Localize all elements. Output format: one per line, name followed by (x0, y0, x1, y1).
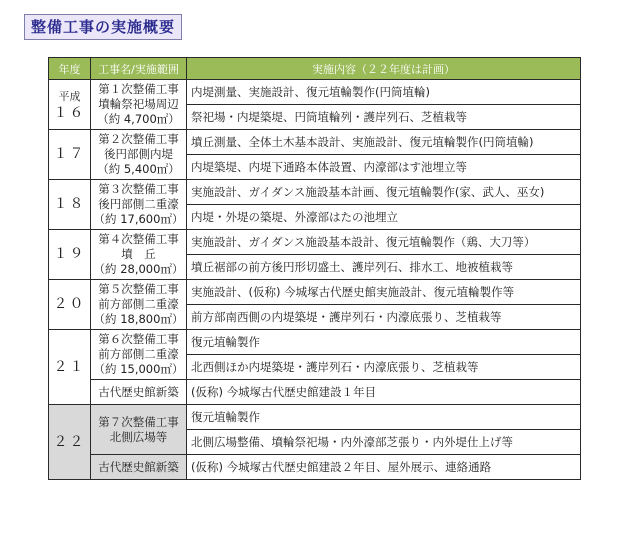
header-details: 実施内容（２２年度は計画） (187, 58, 581, 80)
work-name: 第６次整備工事 (98, 332, 179, 346)
detail-cell: 復元埴輪製作 (187, 330, 581, 355)
table-row (49, 80, 581, 105)
table-row (49, 280, 581, 305)
detail-cell: 内堤築堤、内堤下通路本体設置、内濠部はす池埋立等 (187, 155, 581, 180)
page-title: 整備工事の実施概要 (24, 14, 182, 40)
detail-cell: 実施設計、ガイダンス施設基本設計、復元埴輪製作（鶏、大刀等） (187, 230, 581, 255)
year-cell: ２２ (49, 405, 91, 480)
year-cell: １８ (49, 180, 91, 230)
work-name-cell: 古代歴史館新築 (91, 455, 187, 480)
year-cell: １７ (49, 130, 91, 180)
work-name: 第５次整備工事 (98, 282, 179, 296)
work-size: （約 15,000㎡） (93, 362, 184, 376)
work-name: 第４次整備工事 (98, 232, 179, 246)
table-row (49, 330, 581, 355)
work-name: 第３次整備工事 (98, 182, 179, 196)
detail-cell: 北側広場整備、墳輪祭祀場・内外濠部芝張り・内外堤仕上げ等 (187, 430, 581, 455)
work-name-cell: 古代歴史館新築 (91, 380, 187, 405)
year-number: １６ (53, 104, 86, 121)
work-name-cell (91, 80, 187, 130)
work-size: （約 4,700㎡） (97, 112, 180, 126)
work-name-cell (91, 230, 187, 280)
table-row (49, 180, 581, 205)
work-area: 北側広場等 (109, 429, 168, 444)
work-name-cell (91, 405, 187, 455)
work-size: （約 28,000㎡） (93, 262, 184, 276)
work-size: （約 17,600㎡） (93, 212, 184, 226)
work-area: 後円部側内堤 (104, 147, 173, 161)
year-cell: １９ (49, 230, 91, 280)
detail-cell: 墳丘測量、全体土木基本設計、実施設計、復元埴輪製作(円筒埴輪) (187, 130, 581, 155)
work-name: 第２次整備工事 (98, 132, 179, 146)
header-name: 工事名/実施範囲 (91, 58, 187, 80)
detail-cell: 内堤・外堤の築堤、外濠部はたの池埋立 (187, 205, 581, 230)
work-name-cell (91, 330, 187, 380)
detail-cell: 実施設計、ガイダンス施設基本計画、復元埴輪製作(家、武人、巫女) (187, 180, 581, 205)
table-row (49, 130, 581, 155)
year-cell (49, 80, 91, 130)
year-era: 平成 (58, 89, 81, 103)
detail-cell: 祭祀場・内堤築堤、円筒埴輪列・護岸列石、芝植栽等 (187, 105, 581, 130)
work-name-cell (91, 180, 187, 230)
year-cell: ２０ (49, 280, 91, 330)
detail-cell: (仮称) 今城塚古代歴史館建設２年目、屋外展示、連絡通路 (187, 455, 581, 480)
works-table (48, 57, 581, 480)
table-row (49, 380, 581, 405)
work-area: 後円部側二重濠 (98, 197, 179, 211)
work-name-cell (91, 280, 187, 330)
year-cell: ２１ (49, 330, 91, 405)
work-area: 前方部側二重濠 (98, 297, 179, 311)
work-name: 第７次整備工事 (98, 414, 179, 429)
detail-cell: 北西側ほか内堤築堤・護岸列石・内濠底張り、芝植栽等 (187, 355, 581, 380)
table-row (49, 230, 581, 255)
work-size: （約 18,800㎡） (93, 312, 184, 326)
work-area: 墳 丘 (121, 247, 156, 261)
work-area: 前方部側二重濠 (98, 347, 179, 361)
work-size: （約 5,400㎡） (97, 162, 180, 176)
detail-cell: 実施設計、(仮称) 今城塚古代歴史館実施設計、復元埴輪製作等 (187, 280, 581, 305)
detail-cell: 復元埴輪製作 (187, 405, 581, 430)
table-header-row (49, 58, 581, 80)
work-area: 墳輪祭祀場周辺 (98, 97, 179, 111)
detail-cell: 墳丘裾部の前方後円形切盛土、護岸列石、排水工、地被植栽等 (187, 255, 581, 280)
work-name-cell (91, 130, 187, 180)
table-row (49, 405, 581, 430)
detail-cell: 前方部南西側の内堤築堤・護岸列石・内濠底張り、芝植栽等 (187, 305, 581, 330)
detail-cell: 内堤測量、実施設計、復元埴輪製作(円筒埴輪) (187, 80, 581, 105)
work-name: 第１次整備工事 (98, 82, 179, 96)
detail-cell: (仮称) 今城塚古代歴史館建設１年目 (187, 380, 581, 405)
header-year: 年度 (49, 58, 91, 80)
table-row (49, 455, 581, 480)
